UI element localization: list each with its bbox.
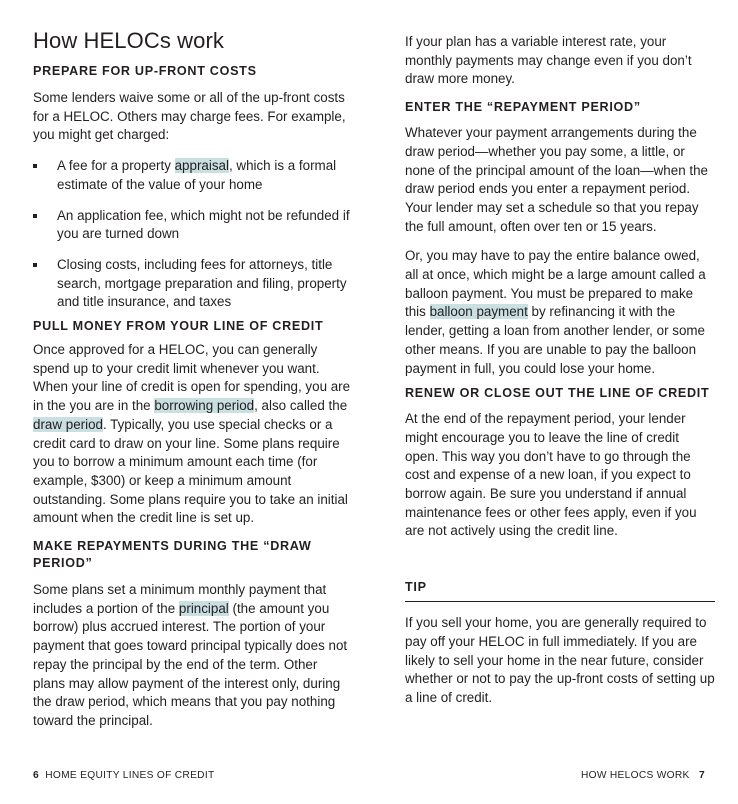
highlighted-term-balloon-payment: balloon payment xyxy=(429,304,528,320)
highlighted-term-appraisal: appraisal xyxy=(174,158,229,174)
heading-repayment-period: ENTER THE “REPAYMENT PERIOD” xyxy=(405,100,641,115)
bullet-icon xyxy=(33,214,37,218)
highlighted-term-principal: principal xyxy=(178,600,229,616)
page-title: How HELOCs work xyxy=(33,28,224,53)
pull-money-paragraph: Once approved for a HELOC, you can generally spend up to your credit limit whenever you want. When your line of credit is open for spending, you are in the you are in the borrowing period, also called the draw period. Typically, you use special checks or a credit card to draw on your line. Some plans require you to borrow a minimum amount each time (for example, $300) or keep a minimum amount outstanding. Some plans require you to take an initial amount when the credit line is set up. xyxy=(33,342,351,526)
heading-renew-close: RENEW OR CLOSE OUT THE LINE OF CREDIT xyxy=(405,386,710,401)
heading-draw-period-repayments: MAKE REPAYMENTS DURING THE “DRAW PERIOD” xyxy=(33,539,312,571)
variable-rate-paragraph: If your plan has a variable interest rate, your monthly payments may change even if you don’t draw more money. xyxy=(405,34,692,87)
tip-divider xyxy=(405,601,715,602)
balloon-paragraph: Or, you may have to pay the entire balance owed, all at once, which might be a large amount called a balloon payment. You must be prepared to make this balloon payment by refinancing it with the lender, getting a loan from another lender, or some other means. If you are unable to pay the balloon payment in full, you could lose your home. xyxy=(405,248,706,376)
heading-tip: TIP xyxy=(405,580,427,595)
highlighted-term-borrowing-period: borrowing period xyxy=(154,398,255,414)
footer-left xyxy=(33,770,214,781)
list-item: Closing costs, including fees for attorneys, title search, mortgage preparation and filing, property and title insurance, and taxes xyxy=(33,256,351,312)
heading-pull-money: PULL MONEY FROM YOUR LINE OF CREDIT xyxy=(33,319,324,334)
page-number-left: 6 xyxy=(33,770,39,781)
highlighted-term-draw-period: draw period xyxy=(33,416,103,432)
repayments-paragraph: Some plans set a minimum monthly payment that includes a portion of the principal (the amount you borrow) plus accrued interest. The portion of your payment that goes toward principal typically does not repay the principal by the end of the term. Other plans may allow payment of the interest only, during the draw period, which means that you pay nothing toward the principal. xyxy=(33,582,348,728)
page-number-right: 7 xyxy=(699,770,705,781)
bullet-icon xyxy=(33,164,37,168)
upfront-cost-list xyxy=(33,157,351,312)
heading-upfront-costs: PREPARE FOR UP-FRONT COSTS xyxy=(33,64,257,78)
bullet-icon xyxy=(33,263,37,267)
renew-paragraph: At the end of the repayment period, your lender might encourage you to leave the line of credit open. This way you don’t have to go through the cost and expense of a new loan, if you expect to borrow again. Be sure you understand if annual maintenance fees or other fees apply, even if you are not actively using the credit line. xyxy=(405,411,697,539)
upfront-intro: Some lenders waive some or all of the up-front costs for a HELOC. Others may charge fees. For example, you might get charged: xyxy=(33,90,346,143)
right-column xyxy=(405,33,715,708)
repayment-period-paragraph: Whatever your payment arrangements during the draw period—whether you pay some, a little, or none of the principal amount of the loan—when the draw period ends you enter a repayment period. Your lender may set a schedule so that you repay the full amount, often over ten or 15 years. xyxy=(405,125,708,234)
left-column xyxy=(33,28,351,731)
list-item: An application fee, which might not be refunded if you are turned down xyxy=(33,207,351,244)
list-item: A fee for a property appraisal, which is a formal estimate of the value of your home xyxy=(33,157,351,194)
footer-right-title: HOW HELOCS WORK xyxy=(580,770,690,781)
tip-paragraph: If you sell your home, you are generally required to pay off your HELOC in full immediately. If you are likely to sell your home in the near future, consider whether or not to pay the up-front costs of setting up a line of credit. xyxy=(405,615,715,705)
footer-right xyxy=(581,770,705,781)
footer-left-title: HOME EQUITY LINES OF CREDIT xyxy=(45,770,215,781)
